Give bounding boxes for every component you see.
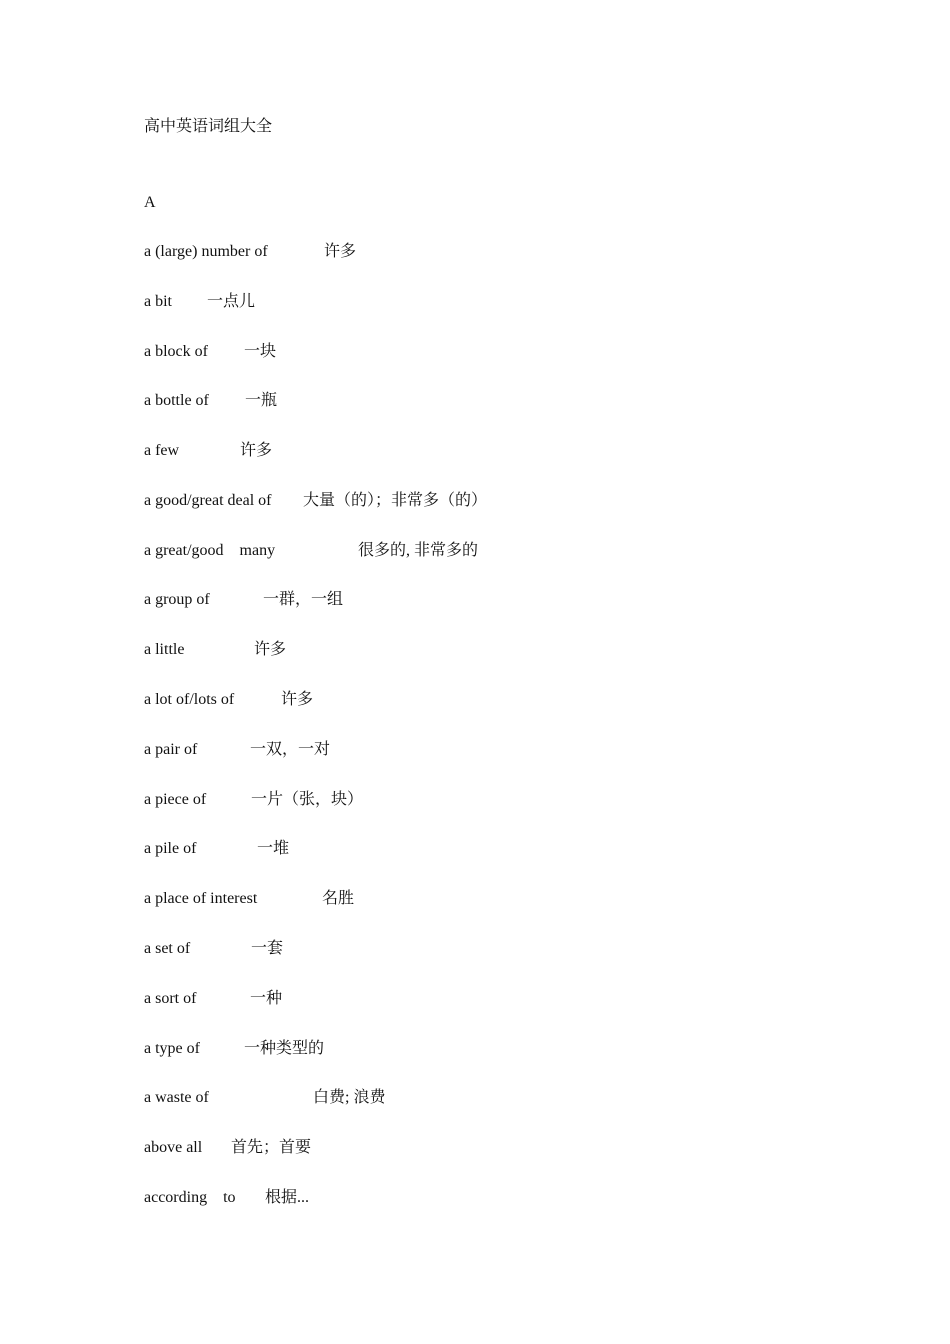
phrase-chinese: 大量（的）；非常多（的） — [303, 492, 488, 509]
phrase-chinese: 一群，一组 — [263, 591, 344, 608]
list-item — [144, 541, 844, 563]
phrase-english: a piece of — [144, 791, 207, 808]
phrase-chinese: 很多的, 非常多的 — [358, 542, 479, 559]
phrase-english: a few — [144, 442, 180, 459]
phrase-chinese: 一片（张，块） — [251, 791, 364, 808]
list-item — [144, 1088, 844, 1110]
phrase-chinese: 白费; 浪费 — [313, 1089, 386, 1106]
phrase-english: a sort of — [144, 990, 197, 1007]
list-item — [144, 1188, 844, 1210]
phrase-english: a pair of — [144, 741, 198, 758]
list-item — [144, 690, 844, 712]
phrase-chinese: 一瓶 — [245, 392, 278, 409]
phrase-chinese: 一种类型的 — [244, 1040, 325, 1057]
list-item — [144, 1138, 844, 1160]
list-item — [144, 989, 844, 1011]
phrase-english: a bit — [144, 293, 172, 310]
phrase-chinese: 一块 — [244, 343, 277, 360]
list-item — [144, 640, 844, 662]
phrase-chinese: 许多 — [240, 442, 273, 459]
phrase-english: a type of — [144, 1040, 200, 1057]
list-item — [144, 590, 844, 612]
list-item — [144, 790, 844, 812]
list-item — [144, 391, 844, 413]
phrase-chinese: 一套 — [251, 940, 284, 957]
phrase-chinese: 许多 — [254, 641, 287, 658]
phrase-english: a block of — [144, 343, 208, 360]
list-item — [144, 740, 844, 762]
section-heading: A — [144, 194, 156, 211]
phrase-english: a good/great deal of — [144, 492, 272, 509]
phrase-english: a little — [144, 641, 185, 658]
document-title: 高中英语词组大全 — [144, 118, 273, 135]
list-item — [144, 839, 844, 861]
phrase-english: above all — [144, 1139, 203, 1156]
phrase-chinese: 许多 — [324, 243, 357, 260]
list-item — [144, 441, 844, 463]
list-item — [144, 889, 844, 911]
phrase-english: a waste of — [144, 1089, 209, 1106]
phrase-english: a place of interest — [144, 890, 258, 907]
list-item — [144, 1039, 844, 1061]
phrase-chinese: 根据... — [265, 1189, 310, 1206]
phrase-english: a set of — [144, 940, 191, 957]
list-item — [144, 292, 844, 314]
list-item — [144, 491, 844, 513]
phrase-chinese: 一种 — [250, 990, 283, 1007]
list-item — [144, 242, 844, 264]
phrase-english: a great/good many — [144, 542, 276, 559]
phrase-english: a bottle of — [144, 392, 209, 409]
phrase-chinese: 一双，一对 — [250, 741, 331, 758]
phrase-english: a (large) number of — [144, 243, 268, 260]
phrase-chinese: 首先；首要 — [231, 1139, 312, 1156]
phrase-chinese: 一点儿 — [207, 293, 256, 310]
phrase-english: a group of — [144, 591, 210, 608]
phrase-english: according to — [144, 1189, 236, 1206]
phrase-chinese: 许多 — [281, 691, 314, 708]
phrase-chinese: 一堆 — [257, 840, 290, 857]
list-item — [144, 939, 844, 961]
phrase-english: a pile of — [144, 840, 197, 857]
phrase-chinese: 名胜 — [322, 890, 355, 907]
list-item — [144, 342, 844, 364]
phrase-english: a lot of/lots of — [144, 691, 235, 708]
